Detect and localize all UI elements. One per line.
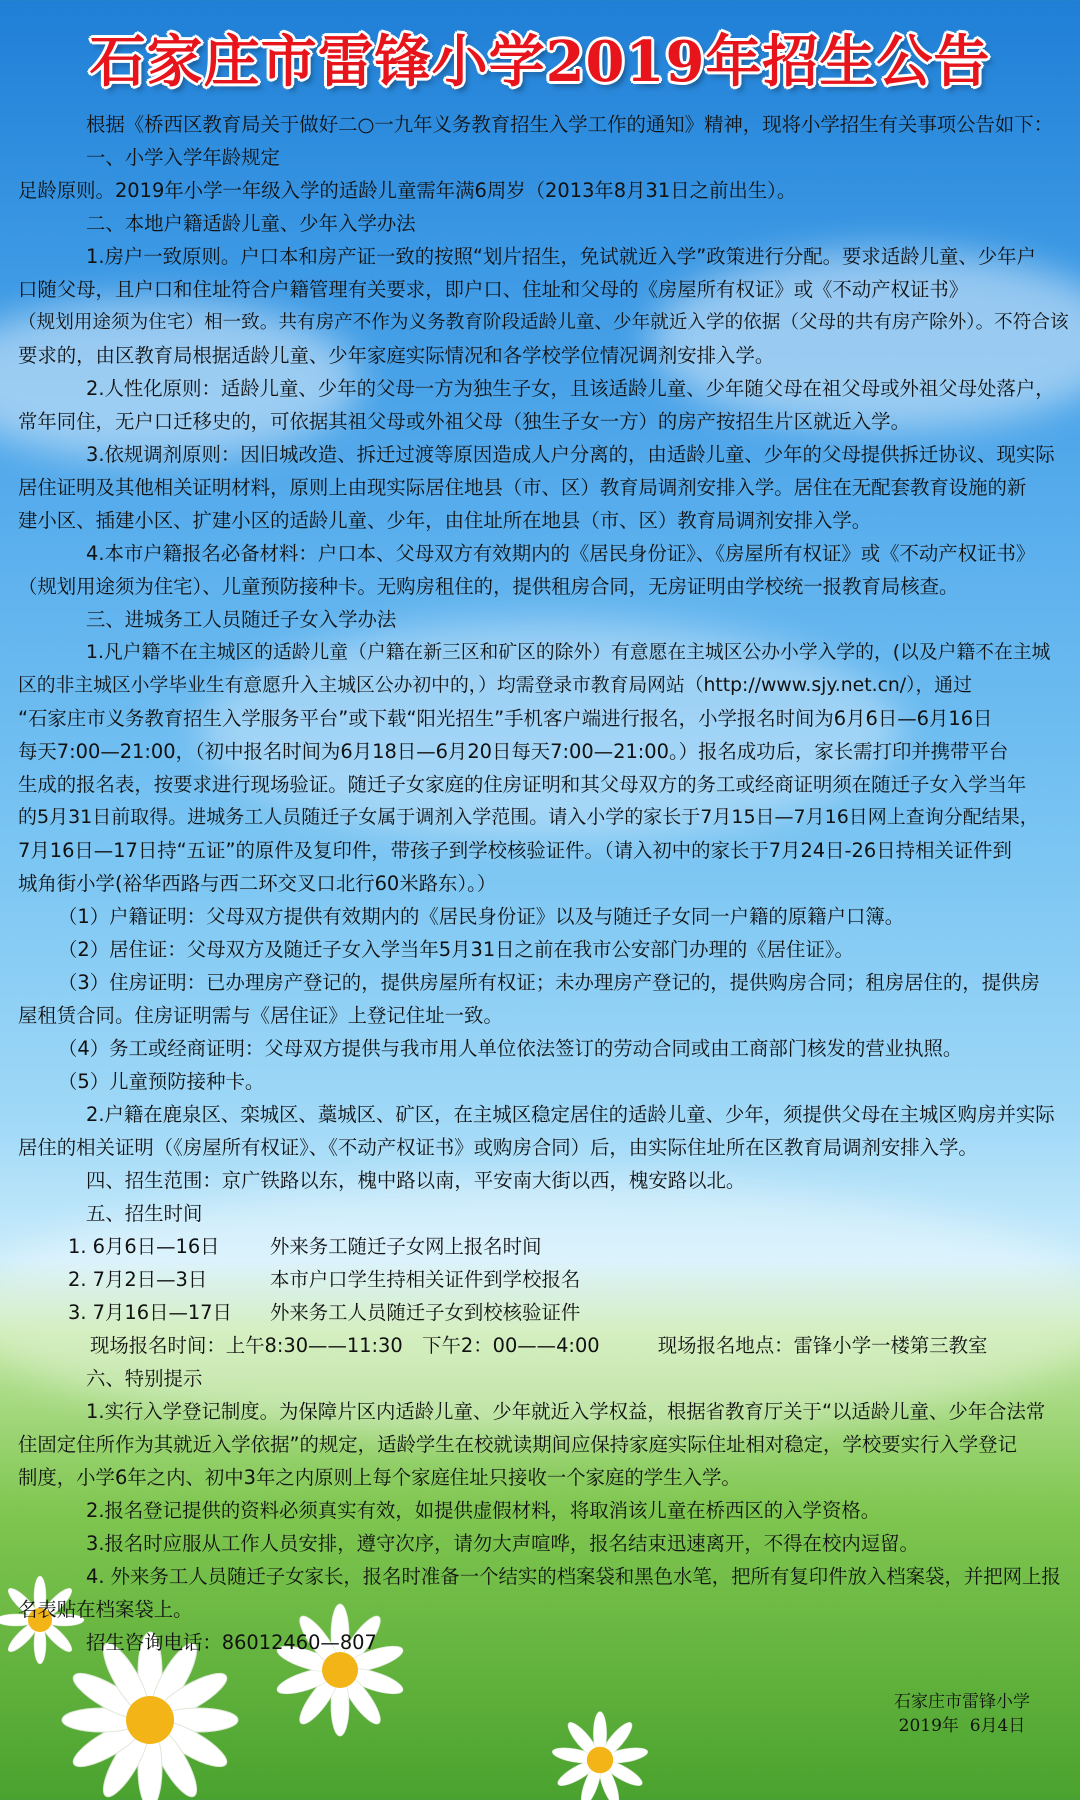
- body-line: 的5月31日前取得。进城务工人员随迁子女属于调剂入学范围。请入小学的家长于7月15日—7月16日网上查询分配结果，: [18, 806, 1039, 828]
- body-line: 3.报名时应服从工作人员安排，遵守次序，请勿大声喧哗，报名结束迅速离开，不得在校内逗留。: [86, 1532, 919, 1555]
- body-line: 建小区、插建小区、扩建小区的适龄儿童、少年，由住址所在地县（市、区）教育局调剂安排入学。: [18, 509, 872, 532]
- list-item: （3）住房证明：已办理房产登记的，提供房屋所有权证；未办理房产登记的，提供购房合同；租房居住的，提供房: [58, 971, 1040, 994]
- section-heading: 一、小学入学年龄规定: [86, 146, 280, 169]
- section-heading: 六、特别提示: [86, 1367, 203, 1390]
- body-line: 每天7:00—21:00，（初中报名时间为6月18日—6月20日每天7:00—21:00。）报名成功后，家长需打印并携带平台: [18, 740, 1009, 763]
- schedule-date: 1. 6月6日—16日: [68, 1235, 220, 1258]
- body-line: 2.人性化原则：适龄儿童、少年的父母一方为独生子女，且该适龄儿童、少年随父母在祖父母或外祖父母处落户，: [86, 377, 1055, 400]
- page-title: 石家庄市雷锋小学2019年招生公告: [89, 29, 991, 95]
- list-item: （5）儿童预防接种卡。: [58, 1070, 265, 1093]
- schedule-desc: 外来务工人员随迁子女到校核验证件: [270, 1301, 581, 1324]
- body-line: 1.实行入学登记制度。为保障片区内适龄儿童、少年就近入学权益，根据省教育厅关于“以适龄儿童、少年合法常: [86, 1400, 1046, 1423]
- contact-phone: 招生咨询电话：86012460—807: [86, 1631, 377, 1654]
- body-line: （规划用途须为住宅）相一致。共有房产不作为义务教育阶段适龄儿童、少年就近入学的依据（父母的共有房产除外）。不符合该: [18, 312, 1069, 333]
- body-line: （规划用途须为住宅）、儿童预防接种卡。无购房租住的，提供租房合同，无房证明由学校统一报教育局核查。: [18, 575, 959, 598]
- body-line: 名表贴在档案袋上。: [18, 1598, 193, 1621]
- body-line: 要求的，由区教育局根据适龄儿童、少年家庭实际情况和各学校学位情况调剂安排入学。: [18, 344, 775, 367]
- list-item: （4）务工或经商证明：父母双方提供与我市用人单位依法签订的劳动合同或由工商部门核发的营业执照。: [58, 1037, 963, 1060]
- body-line: 常年同住，无户口迁移史的，可依据其祖父母或外祖父母（独生子女一方）的房产按招生片区就近入学。: [18, 410, 910, 433]
- body-line: 3.依规调剂原则：因旧城改造、拆迁过渡等原因造成人户分离的，由适龄儿童、少年的父母提供拆迁协议、现实际: [86, 443, 1055, 466]
- schedule-desc: 本市户口学生持相关证件到学校报名: [270, 1268, 581, 1291]
- schedule-row: [18, 1263, 1068, 1296]
- body-line: 生成的报名表，按要求进行现场验证。随迁子女家庭的住房证明和其父母双方的务工或经商证明须在随迁子女入学当年: [18, 773, 1027, 796]
- body-line: 屋租赁合同。住房证明需与《居住证》上登记住址一致。: [18, 1004, 503, 1027]
- body-line: 4.本市户籍报名必备材料：户口本、父母双方有效期内的《居民身份证》、《房屋所有权证》或《不动产权证书》: [86, 542, 1036, 565]
- body-line: 4. 外来务工人员随迁子女家长，报名时准备一个结实的档案袋和黑色水笔，把所有复印件放入档案袋，并把网上报: [86, 1565, 1061, 1588]
- signature-block: [894, 1690, 1030, 1738]
- onsite-registration: 现场报名时间：上午8:30——11:30 下午2：00——4:00 现场报名地点：雷锋小学一楼第三教室: [90, 1334, 988, 1357]
- body-line: 住固定住所作为其就近入学依据”的规定，适龄学生在校就读期间应保持家庭实际住址相对稳定，学校要实行入学登记: [18, 1433, 1017, 1456]
- body-line: 1.凡户籍不在主城区的适龄儿童（户籍在新三区和矿区的除外）有意愿在主城区公办小学入学的，(以及户籍不在主城: [86, 642, 1051, 663]
- schedule-date: 2. 7月2日—3日: [68, 1268, 208, 1291]
- list-item: （2）居住证：父母双方及随迁子女入学当年5月31日之前在我市公安部门办理的《居住证》。: [58, 938, 854, 961]
- intro-line: 根据《桥西区教育局关于做好二○一九年义务教育招生入学工作的通知》精神，现将小学招生有关事项公告如下：: [86, 113, 1054, 136]
- daisy-icon: [551, 1712, 649, 1800]
- schedule-row: [18, 1230, 1068, 1263]
- body-line: 2.报名登记提供的资料必须真实有效，如提供虚假材料，将取消该儿童在桥西区的入学资格。: [86, 1499, 881, 1522]
- body-line: 2.户籍在鹿泉区、栾城区、藁城区、矿区，在主城区稳定居住的适龄儿童、少年，须提供父母在主城区购房并实际: [86, 1103, 1055, 1126]
- schedule-date: 3. 7月16日—17日: [68, 1301, 232, 1324]
- section-heading: 二、本地户籍适龄儿童、少年入学办法: [86, 212, 416, 235]
- body-line: 制度，小学6年之内、初中3年之内原则上每个家庭住址只接收一个家庭的学生入学。: [18, 1466, 741, 1489]
- schedule-row: [18, 1296, 1068, 1329]
- body-line: “石家庄市义务教育招生入学服务平台”或下载“阳光招生”手机客户端进行报名，小学报名时间为6月6日—6月16日: [18, 707, 993, 730]
- issue-date: 2019年 6月4日: [898, 1716, 1026, 1736]
- schedule-desc: 外来务工随迁子女网上报名时间: [270, 1235, 542, 1258]
- announcement-body: [18, 108, 1068, 1659]
- school-name: 石家庄市雷锋小学: [894, 1692, 1030, 1712]
- section-heading: 五、招生时间: [86, 1202, 203, 1225]
- section-heading: 三、进城务工人员随迁子女入学办法: [86, 608, 397, 631]
- body-line: 区的非主城区小学毕业生有意愿升入主城区公办初中的，）均需登录市教育局网站（http://www.sjy.net.cn/），通过: [18, 675, 972, 696]
- body-line: 足龄原则。2019年小学一年级入学的适龄儿童需年满6周岁（2013年8月31日之前出生）。: [18, 179, 797, 202]
- body-line: 1.房户一致原则。户口本和房产证一致的按照“划片招生，免试就近入学”政策进行分配。要求适龄儿童、少年户: [86, 245, 1036, 268]
- body-line: 居住证明及其他相关证明材料，原则上由现实际居住地县（市、区）教育局调剂安排入学。居住在无配套教育设施的新: [18, 476, 1027, 499]
- body-line: 城角街小学(裕华西路与西二环交叉口北行60米路东）。）: [18, 872, 497, 895]
- body-line: 7月16日—17日持“五证”的原件及复印件，带孩子到学校核验证件。（请入初中的家长于7月24日-26日持相关证件到: [18, 839, 1012, 862]
- body-line: 口随父母，且户口和住址符合户籍管理有关要求，即户口、住址和父母的《房屋所有权证》或《不动产权证书》: [18, 278, 969, 301]
- body-line: 居住的相关证明（《房屋所有权证》、《不动产权证书》或购房合同）后，由实际住址所在区教育局调剂安排入学。: [18, 1136, 978, 1159]
- list-item: （1）户籍证明：父母双方提供有效期内的《居民身份证》以及与随迁子女同一户籍的原籍户口簿。: [58, 905, 905, 928]
- section-heading: 四、招生范围：京广铁路以东，槐中路以南，平安南大街以西，槐安路以北。: [86, 1169, 746, 1192]
